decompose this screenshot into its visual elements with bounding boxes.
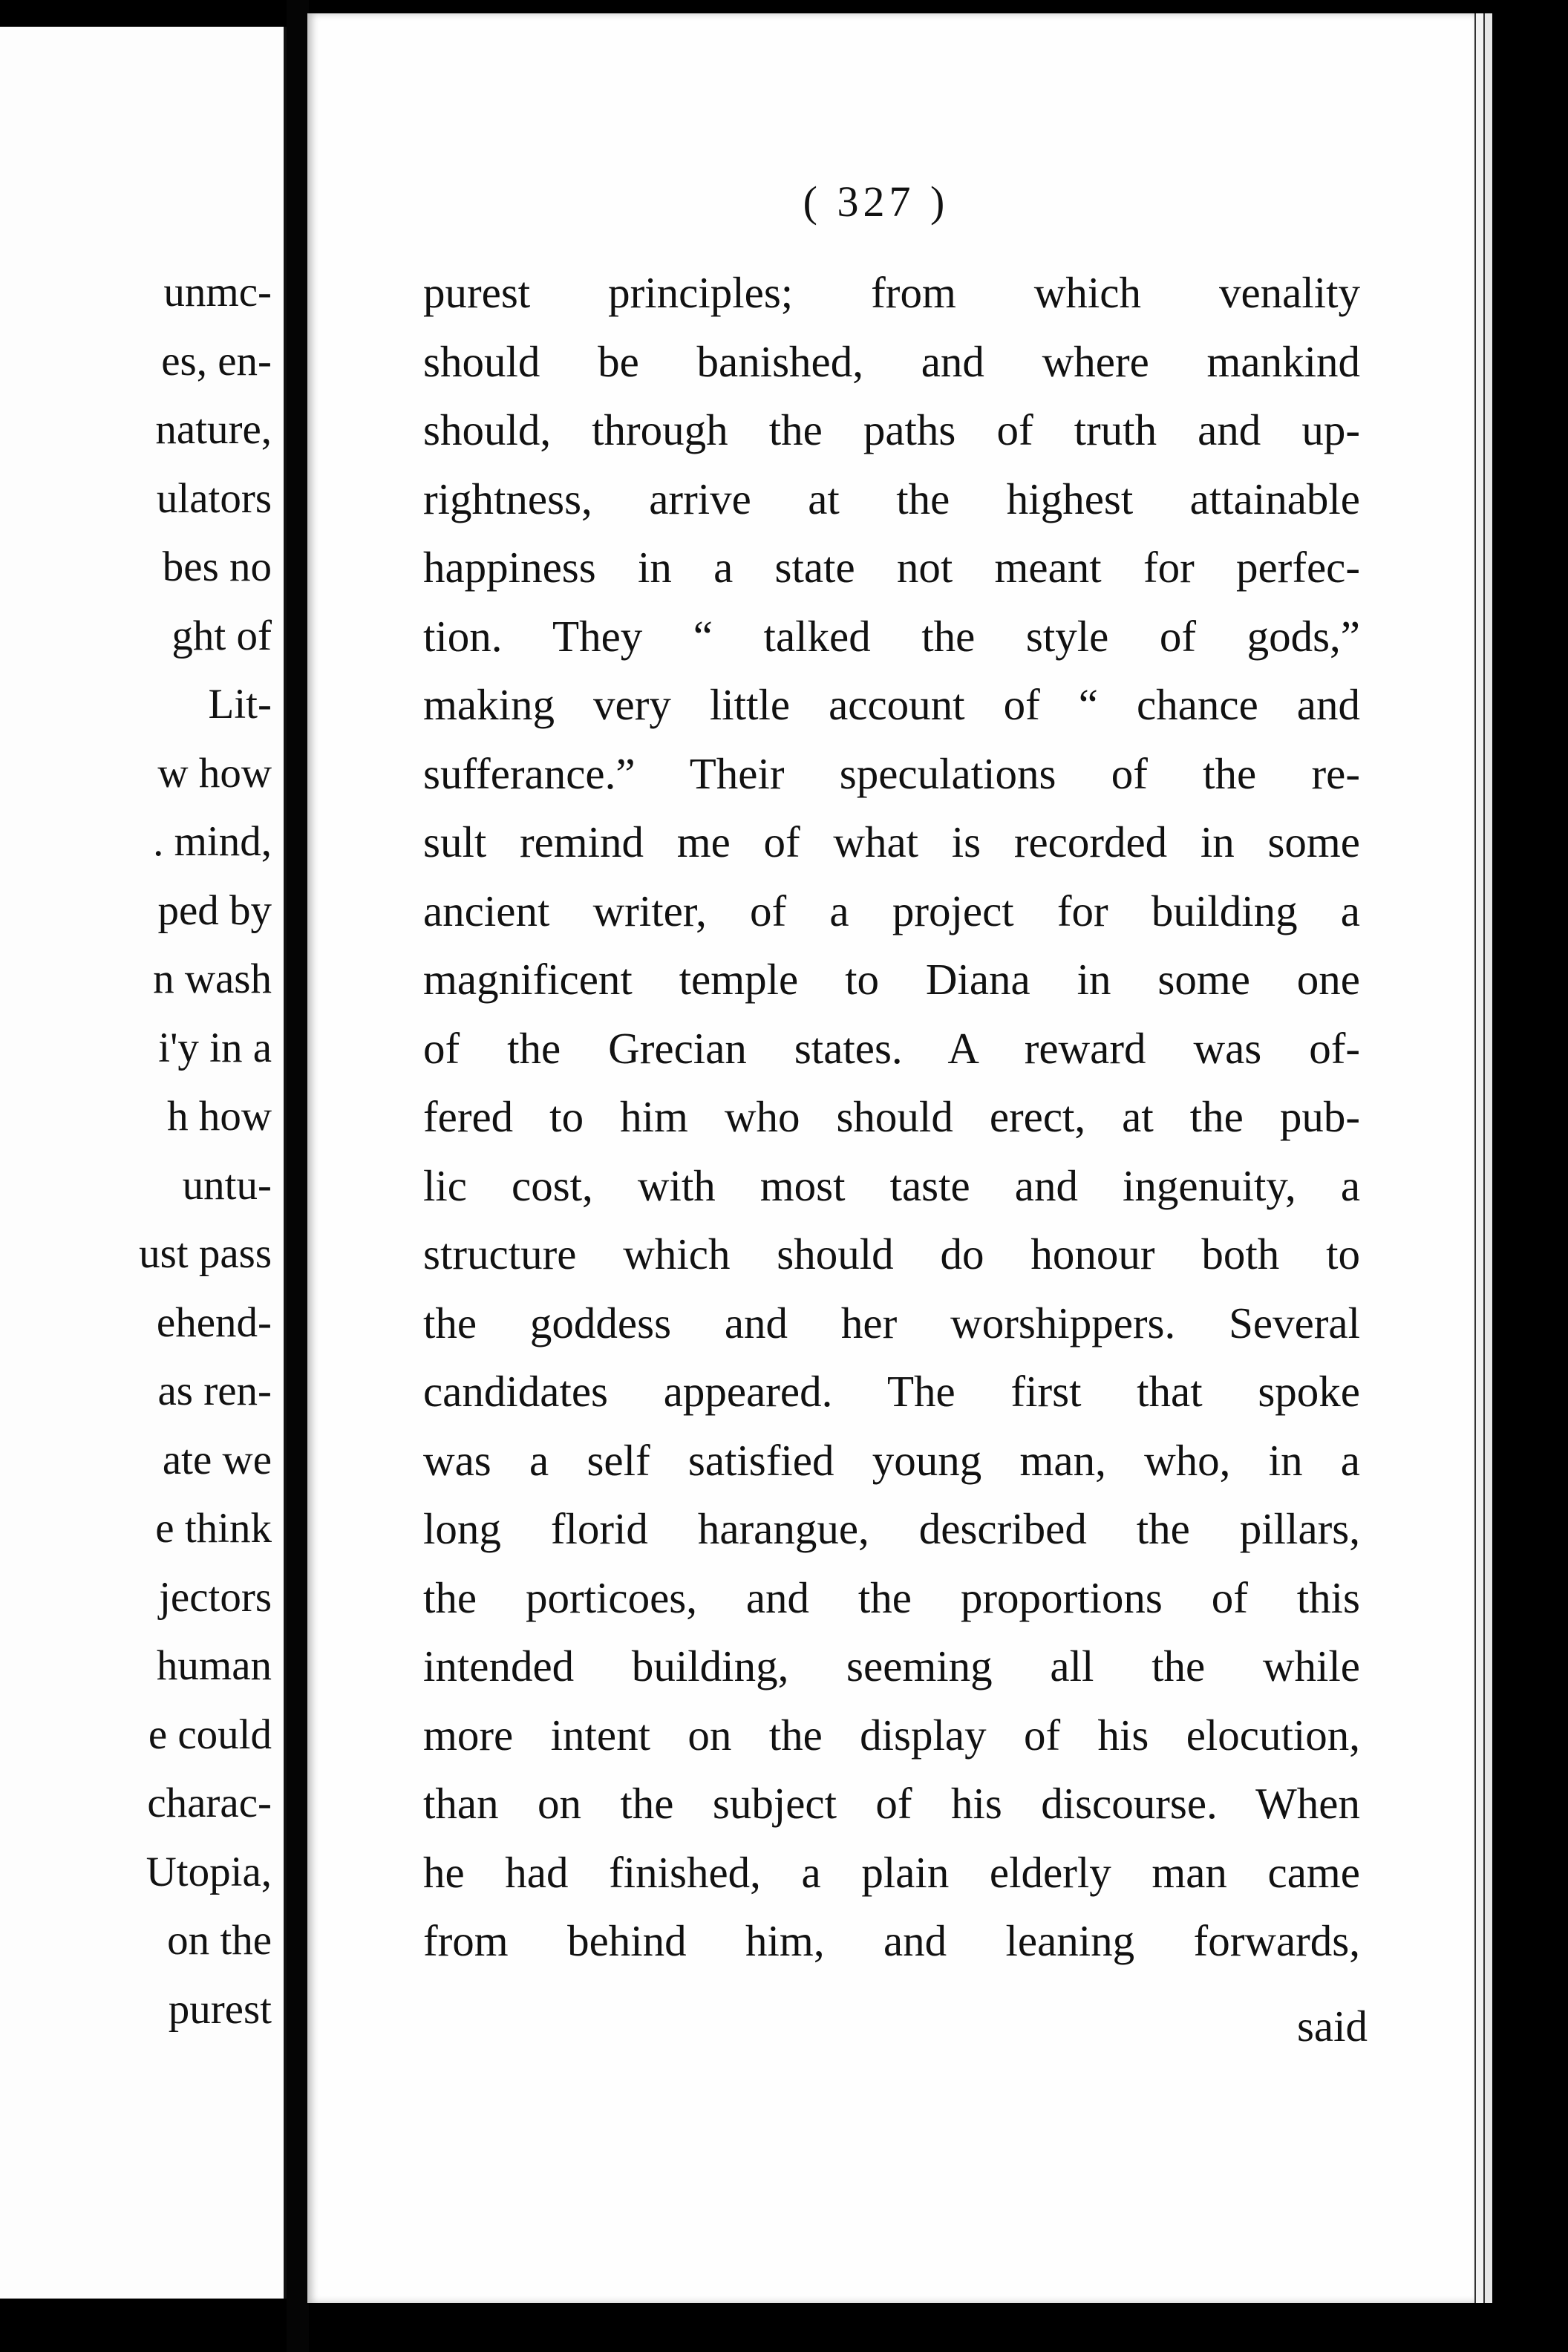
body-text-line: sufferance.” Their speculations of the re-	[423, 748, 1360, 798]
body-text-line: should, through the paths of truth and up-	[423, 405, 1360, 454]
body-text-line: rightness, arrive at the highest attainable	[423, 474, 1360, 523]
body-text-line: from behind him, and leaning forwards,	[423, 1916, 1360, 1965]
left-page-line: on the	[167, 1917, 272, 1964]
left-page-line: e think	[155, 1505, 272, 1552]
body-text-line: of the Grecian states. A reward was of-	[423, 1023, 1360, 1073]
body-text-line: lic cost, with most taste and ingenuity, a	[423, 1160, 1360, 1210]
left-page-line: as ren-	[157, 1368, 272, 1414]
left-page-line: unmc-	[163, 269, 272, 316]
left-page-line: Utopia,	[146, 1848, 272, 1895]
body-text-line: tion. They “ talked the style of gods,”	[423, 611, 1360, 661]
left-page-line: Lit-	[208, 681, 272, 728]
body-text-line: sult remind me of what is recorded in some	[423, 817, 1360, 866]
body-text-line: fered to him who should erect, at the pub-	[423, 1092, 1360, 1141]
body-text-line: he had finished, a plain elderly man came	[423, 1847, 1360, 1897]
catchword: said	[1296, 2002, 1368, 2051]
left-facing-page	[0, 27, 288, 2299]
page-edge	[1483, 13, 1492, 2303]
body-text-line: structure which should do honour both to	[423, 1229, 1360, 1278]
left-page-line: ped by	[157, 886, 272, 934]
body-text-line: should be banished, and where mankind	[423, 336, 1360, 386]
left-page-line: purest	[168, 1985, 272, 2033]
body-text-line: intended building, seeming all the while	[423, 1642, 1360, 1690]
body-text-line: candidates appeared. The first that spoke	[423, 1367, 1360, 1416]
left-page-line: n wash	[153, 956, 272, 1002]
left-page-line: h how	[167, 1093, 272, 1140]
left-page-line: ehend-	[156, 1298, 272, 1346]
body-text-line: ancient writer, of a project for building a	[423, 886, 1360, 935]
left-page-line: untu-	[182, 1161, 272, 1209]
left-page-line: bes no	[162, 543, 272, 590]
body-text-line: happiness in a state not meant for perfec-	[423, 543, 1360, 592]
body-text-line: was a self satisfied young man, who, in a	[423, 1435, 1360, 1485]
body-text-line: purest principles; from which venality	[423, 268, 1360, 317]
body-text-line: more intent on the display of his elocution,	[423, 1710, 1360, 1760]
left-page-line: w how	[157, 749, 272, 797]
left-page-line: e could	[148, 1711, 272, 1758]
left-page-line: ust pass	[139, 1230, 272, 1277]
left-page-line: i'y in a	[158, 1024, 272, 1071]
left-page-line: ate we	[162, 1436, 272, 1483]
left-page-line: ulators	[156, 474, 272, 522]
body-text-line: magnificent temple to Diana in some one	[423, 955, 1360, 1004]
page-edge	[1474, 13, 1483, 2303]
left-page-line: human	[156, 1642, 272, 1689]
page-number-header: ( 327 )	[803, 177, 950, 226]
left-page-line: charac-	[147, 1780, 272, 1826]
body-text-line: than on the subject of his discourse. When	[423, 1779, 1360, 1828]
left-page-line: jectors	[159, 1573, 272, 1621]
body-text-line: the porticoes, and the proportions of this	[423, 1572, 1360, 1622]
left-page-line: es, en-	[161, 337, 272, 385]
left-page-line: . mind,	[153, 818, 272, 865]
book-gutter	[287, 0, 309, 2352]
left-page-line: nature,	[155, 406, 272, 453]
body-text-line: long florid harangue, described the pillars,	[423, 1504, 1360, 1553]
left-page-line: ght of	[172, 612, 272, 659]
body-text-line: the goddess and her worshippers. Several	[423, 1298, 1360, 1348]
body-text-line: making very little account of “ chance and	[423, 680, 1360, 729]
